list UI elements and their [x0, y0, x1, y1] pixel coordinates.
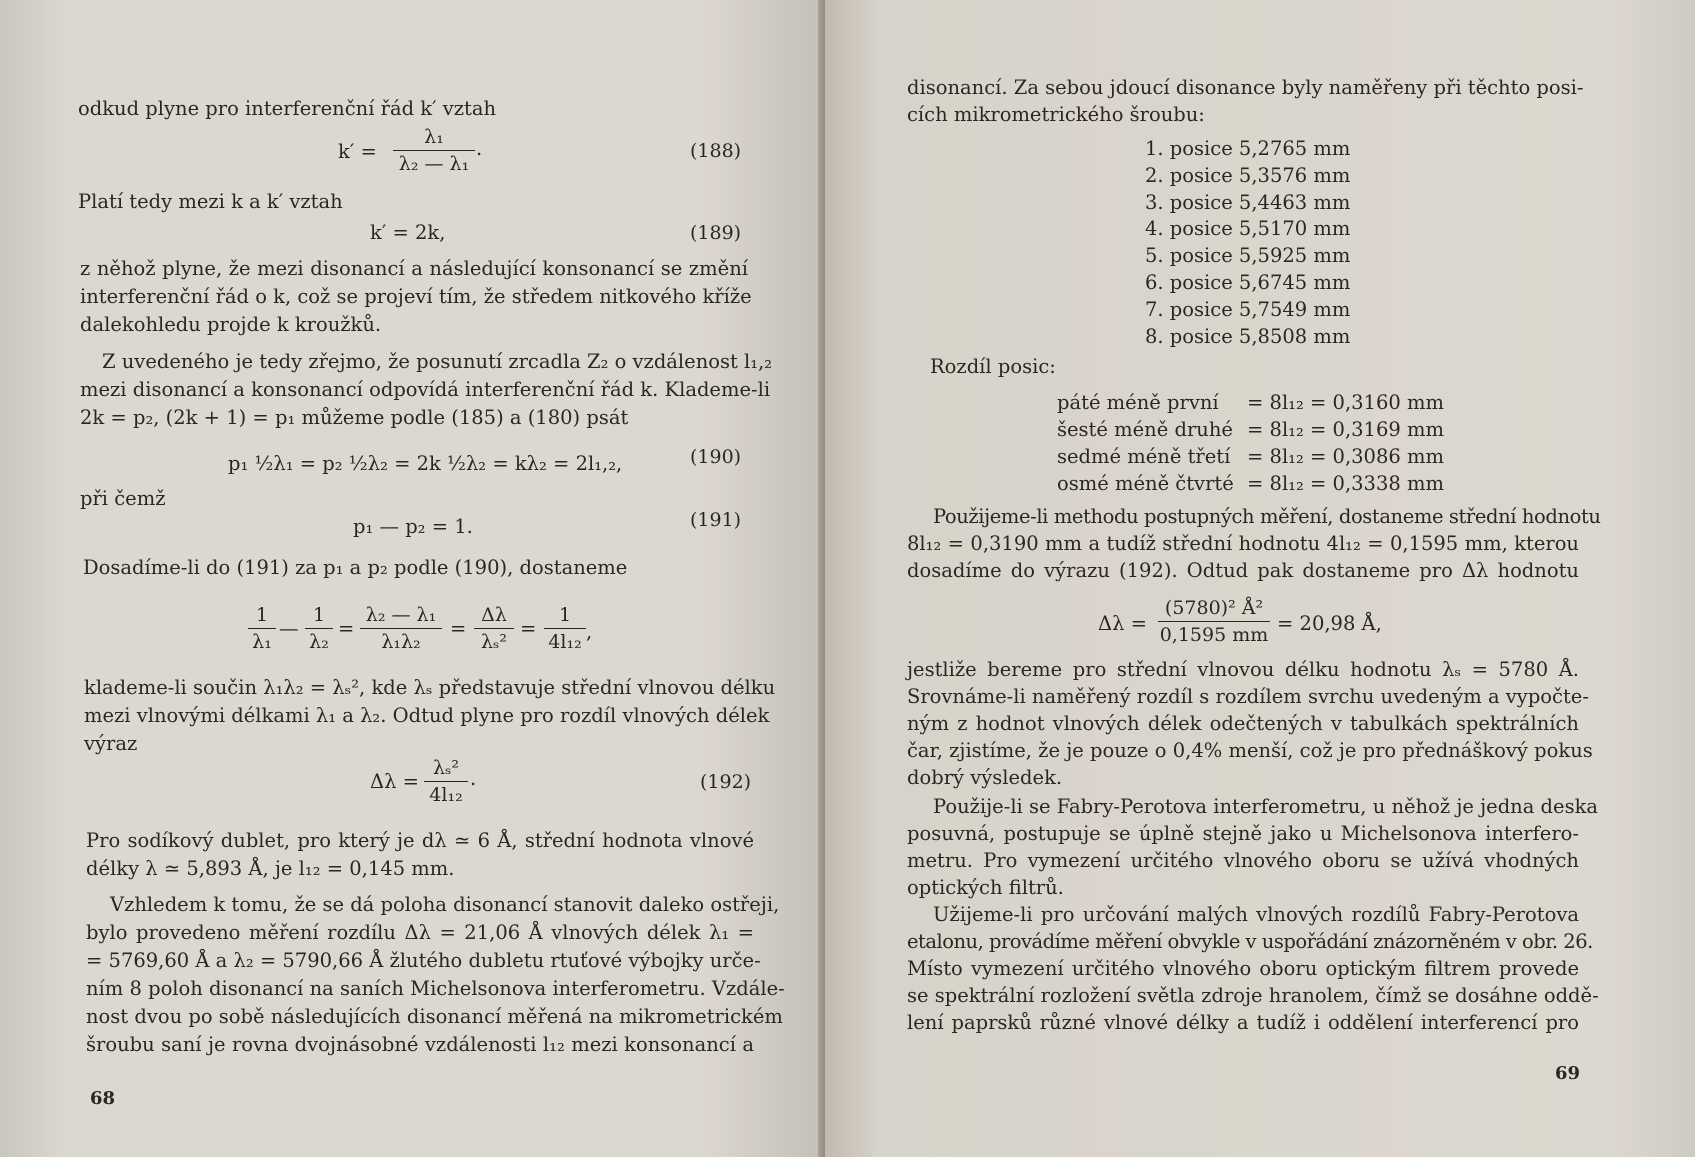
fraction-denominator: λ₁ [252, 631, 272, 653]
paragraph-3 [84, 676, 776, 755]
text-line: dobrý výsledek. [907, 766, 1063, 789]
fraction-bar [424, 781, 468, 782]
text-line: = 5769,60 Å a λ₂ = 5790,66 Å žlutého dubletu rtuťové výbojky urče- [86, 949, 761, 972]
text-line: posuvná, postupuje se úplně stejně jako u Michelsonova interfero- [907, 822, 1579, 845]
text-line: bylo provedeno měření rozdílu Δλ = 21,06 Å vlnových délek λ₁ = [86, 921, 754, 944]
text-line: jestliže bereme pro střední vlnovou délku hodnotu λₛ = 5780 Å. [907, 658, 1579, 681]
list-item: 3. posice 5,4463 mm [1145, 190, 1351, 214]
equals-sign: = [450, 617, 467, 640]
paragraph-3 [907, 658, 1593, 789]
paragraph-5 [86, 893, 785, 1056]
diff-row-value: = 8l₁₂ = 0,3169 mm [1247, 418, 1444, 441]
paragraph-2 [907, 505, 1601, 582]
fraction-numerator: Δλ [481, 604, 507, 626]
fraction [474, 604, 514, 653]
equation-number-192: (192) [700, 771, 752, 793]
equation-192-lhs: Δλ = [370, 770, 419, 793]
text-line: Dosadíme-li do (191) za p₁ a p₂ podle (190), dostaneme [83, 556, 628, 579]
fraction [248, 604, 276, 653]
equation-192-dot: . [470, 767, 477, 790]
list-item: 2. posice 5,3576 mm [1145, 163, 1351, 187]
text-line: při čemž [80, 487, 166, 510]
paragraph-1 [80, 257, 752, 336]
text-line: Místo vymezení určitého vlnového oboru optickým filtrem provede [907, 957, 1579, 980]
text-line: optických filtrů. [907, 876, 1064, 899]
paragraph-2 [80, 350, 773, 429]
text-line: 8l₁₂ = 0,3190 mm a tudíž střední hodnotu 4l₁₂ = 0,1595 mm, kterou [907, 532, 1579, 555]
paragraph-1 [907, 76, 1584, 126]
equals-sign: = [520, 617, 537, 640]
positions-list [1145, 136, 1350, 350]
fraction-numerator: λₛ² [432, 757, 460, 779]
text-line: mezi disonancí a konsonancí odpovídá interferenční řád k. Klademe-li [80, 378, 771, 401]
fraction-denominator: 4l₁₂ [548, 631, 582, 653]
list-item: 6. posice 5,6745 mm [1145, 270, 1351, 294]
equation-189: k′ = 2k, [370, 221, 446, 244]
equation-188-lhs: k′ = [338, 140, 377, 163]
left-page [0, 0, 825, 1157]
diff-row-value: = 8l₁₂ = 0,3086 mm [1247, 445, 1444, 468]
text-line: Z uvedeného je tedy zřejmo, že posunutí zrcadla Z₂ o vzdálenost l₁,₂ [102, 350, 773, 373]
text-line: odkud plyne pro interferenční řád k′ vztah [78, 97, 497, 120]
text-line: Použijeme-li methodu postupných měření, dostaneme střední hodnotu [933, 505, 1601, 528]
equals-sign: = [338, 617, 355, 640]
fraction-denominator: λ₁λ₂ [381, 631, 421, 653]
diff-row-label: sedmé méně třetí [1057, 445, 1231, 468]
fraction [305, 604, 333, 653]
fraction-bar [474, 628, 514, 629]
equation-fraction [1158, 597, 1270, 646]
list-item: 1. posice 5,2765 mm [1145, 137, 1351, 160]
diff-row-label: osmé méně čtvrté [1057, 472, 1234, 495]
text-line: Platí tedy mezi k a k′ vztah [78, 190, 343, 213]
diff-row-value: = 8l₁₂ = 0,3338 mm [1247, 472, 1444, 495]
fraction [360, 604, 442, 653]
equation-192-fraction [424, 757, 468, 806]
fraction-bar [305, 628, 333, 629]
minus-sign: — [279, 617, 299, 640]
equation-number-190: (190) [690, 446, 742, 468]
comma: , [586, 620, 593, 643]
text-line: ným z hodnot vlnových délek odečtených v tabulkách spektrálních [907, 712, 1579, 735]
fraction-bar [544, 628, 586, 629]
text-line: interferenční řád o k, což se projeví tím, že středem nitkového kříže [80, 285, 752, 308]
text-line: etalonu, provádíme měření obvykle v uspořádání znázorněném v obr. 26. [907, 930, 1593, 953]
text-line: 2k = p₂, (2k + 1) = p₁ můžeme podle (185) a (180) psát [80, 406, 629, 429]
text-line: výraz [84, 732, 138, 755]
text-line: mezi vlnovými délkami λ₁ a λ₂. Odtud plyne pro rozdíl vlnových délek [84, 704, 770, 727]
equation-188-dot: . [476, 137, 483, 160]
diff-row-label: šesté méně druhé [1057, 418, 1233, 441]
list-item: 4. posice 5,5170 mm [1145, 217, 1351, 241]
text-line: šroubu saní je rovna dvojnásobné vzdálenosti l₁₂ mezi konsonancí a [86, 1033, 754, 1056]
text-line: disonancí. Za sebou jdoucí disonance byly naměřeny při těchto posi- [907, 76, 1584, 99]
text-line: Užijeme-li pro určování malých vlnových rozdílů Fabry-Perotova [933, 903, 1579, 926]
fraction-denominator: 4l₁₂ [429, 784, 463, 806]
text-line: Vzhledem k tomu, že se dá poloha disonancí stanovit daleko ostřeji, [110, 893, 780, 916]
list-item: 5. posice 5,5925 mm [1145, 244, 1351, 268]
right-page [825, 0, 1695, 1157]
page-number: 68 [90, 1088, 116, 1109]
fraction-numerator: λ₁ [424, 126, 444, 148]
fraction-denominator: λ₂ — λ₁ [398, 153, 470, 175]
text-line: dosadíme do výrazu (192). Odtud pak dostaneme pro Δλ hodnotu [907, 559, 1579, 582]
text-line: nost dvou po sobě následujících disonancí měřená na mikrometrickém [86, 1005, 783, 1028]
text-line: Pro sodíkový dublet, pro který je dλ ≃ 6 Å, střední hodnota vlnové [86, 829, 754, 852]
fraction-numerator: 1 [255, 604, 269, 626]
fraction-bar [248, 628, 276, 629]
text-line: z něhož plyne, že mezi disonancí a následující konsonancí se změní [80, 257, 748, 280]
text-line: ním 8 poloh disonancí na saních Michelsonova interferometru. Vzdále- [86, 977, 785, 1000]
text-line: dalekohledu projde k kroužků. [80, 313, 382, 336]
fraction-denominator: λₛ² [480, 631, 508, 653]
fraction [544, 604, 586, 653]
equation-rhs: = 20,98 Å, [1277, 612, 1382, 635]
diff-row-value: = 8l₁₂ = 0,3160 mm [1247, 391, 1444, 414]
text-line: se spektrální rozložení světla zdroje hranolem, čímž se dosáhne oddě- [907, 984, 1599, 1007]
text-line: lení paprsků různé vlnové délky a tudíž i oddělení interferencí pro [907, 1011, 1579, 1034]
list-item: 7. posice 5,7549 mm [1145, 297, 1351, 321]
diff-row-label: páté méně první [1057, 391, 1219, 414]
list-item: 8. posice 5,8508 mm [1145, 324, 1351, 348]
equation-188-fraction [393, 126, 475, 175]
text-line: cích mikrometrického šroubu: [907, 103, 1205, 126]
fraction-bar [1158, 621, 1270, 622]
fraction-denominator: 0,1595 mm [1159, 624, 1269, 646]
equation-number-191: (191) [690, 509, 742, 531]
equation-191: p₁ — p₂ = 1. [353, 515, 473, 538]
page-number: 69 [1555, 1063, 1581, 1084]
equation-lhs: Δλ = [1098, 612, 1147, 635]
text-line: Srovnáme-li naměřený rozdíl s rozdílem svrchu uvedeným a vypočte- [907, 685, 1589, 708]
paragraph-4 [86, 829, 754, 880]
fraction-numerator: λ₂ — λ₁ [365, 604, 437, 626]
diff-label: Rozdíl posic: [930, 355, 1056, 378]
fraction-numerator: (5780)² Å² [1164, 597, 1264, 619]
fraction-numerator: 1 [312, 604, 326, 626]
text-line: Použije-li se Fabry-Perotova interferometru, u něhož je jedna deska [933, 795, 1599, 818]
fraction-bar [393, 150, 475, 151]
text-line: délky λ ≃ 5,893 Å, je l₁₂ = 0,145 mm. [86, 857, 455, 880]
equation-number-189: (189) [690, 222, 742, 244]
equation-number-188: (188) [690, 140, 742, 162]
equation-190: p₁ ½λ₁ = p₂ ½λ₂ = 2k ½λ₂ = kλ₂ = 2l₁,₂, [228, 452, 623, 475]
text-line: čar, zjistíme, že je pouze o 0,4% menší, což je pro přednáškový pokus [907, 739, 1593, 762]
text-line: klademe-li součin λ₁λ₂ = λₛ², kde λₛ představuje střední vlnovou délku [84, 676, 776, 699]
fraction-numerator: 1 [558, 604, 572, 626]
text-line: metru. Pro vymezení určitého vlnového oboru se užívá vhodných [907, 849, 1579, 872]
fraction-bar [360, 628, 442, 629]
paragraph-4 [907, 795, 1599, 899]
paragraph-5 [907, 903, 1599, 1034]
fraction-denominator: λ₂ [309, 631, 329, 653]
